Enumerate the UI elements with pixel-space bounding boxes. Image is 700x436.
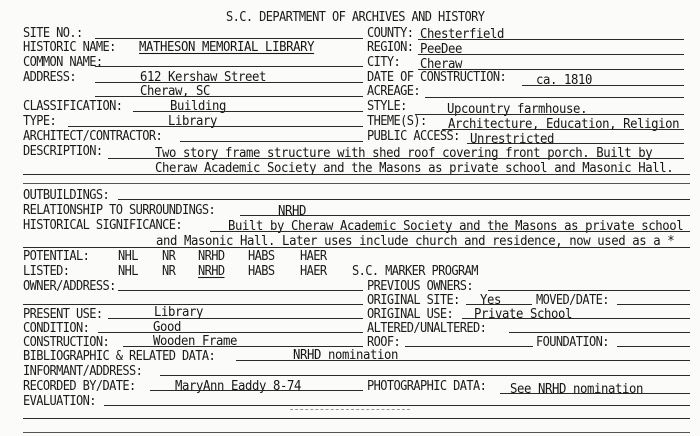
city-label: CITY: (367, 53, 401, 70)
construction-value: Wooden Frame (153, 332, 238, 349)
original-site-value: Yes (480, 291, 502, 308)
common-name-label: COMMON NAME: (23, 53, 103, 70)
style-value: Upcountry farmhouse. (447, 100, 588, 117)
description-line-1 (108, 158, 684, 159)
region-line (418, 54, 684, 55)
owner-address-label: OWNER/ADDRESS: (23, 277, 116, 294)
listed-habs: HABS (248, 262, 275, 279)
evaluation-line-1 (104, 405, 690, 406)
site-no-label: SITE NO.: (23, 24, 83, 41)
common-name-line (95, 66, 363, 67)
previous-owners-label: PREVIOUS OWNERS: (367, 277, 473, 294)
themes-line (442, 129, 684, 130)
present-use-line (108, 318, 363, 319)
foundation-label: FOUNDATION: (536, 333, 609, 350)
section-divider-1 (23, 183, 690, 184)
relationship-label: RELATIONSHIP TO SURROUNDINGS: (23, 201, 216, 218)
classification-line (133, 111, 363, 112)
description-line1-value: Two story frame structure with shed roof covering front porch. Built by (155, 144, 653, 161)
county-label: COUNTY: (367, 24, 414, 41)
foundation-line (617, 346, 690, 347)
bibliographic-value: NRHD nomination (293, 346, 399, 363)
potential-haer: HAER (300, 247, 327, 264)
listed-haer: HAER (300, 262, 327, 279)
outbuildings-label: OUTBUILDINGS: (23, 186, 110, 203)
type-value: Library (168, 112, 218, 129)
informant-line (160, 375, 690, 376)
acreage-line (425, 97, 684, 98)
listed-label: LISTED: (23, 262, 70, 279)
description-label: DESCRIPTION: (23, 142, 103, 159)
potential-nrhd: NRHD (198, 247, 225, 264)
listed-nr: NR (162, 262, 176, 279)
previous-owners-line (488, 290, 690, 291)
condition-value: Good (153, 318, 182, 335)
region-label: REGION: (367, 38, 414, 55)
moved-date-line (617, 304, 690, 305)
present-use-value: Library (154, 303, 204, 320)
address-line-1 (95, 82, 363, 83)
potential-nhl: NHL (118, 247, 138, 264)
recorded-by-value: MaryAnn Eaddy 8-74 (175, 377, 302, 394)
present-use-label: PRESENT USE: (23, 305, 103, 322)
site-no-line (95, 38, 363, 39)
significance-line-1 (210, 231, 690, 232)
bibliographic-line (236, 360, 690, 361)
public-access-line (467, 143, 684, 144)
condition-label: CONDITION: (23, 319, 90, 336)
form-header: S.C. DEPARTMENT OF ARCHIVES AND HISTORY (226, 8, 485, 25)
photographic-label: PHOTOGRAPHIC DATA: (367, 377, 487, 394)
classification-label: CLASSIFICATION: (23, 97, 123, 114)
public-access-value: Unrestricted (470, 130, 555, 147)
photographic-line (500, 393, 690, 394)
altered-line (509, 332, 690, 333)
original-site-label: ORIGINAL SITE: (367, 291, 460, 308)
evaluation-faint-mark (290, 409, 410, 410)
evaluation-line-3 (23, 432, 690, 433)
architect-line (180, 141, 363, 142)
informant-label: INFORMANT/ADDRESS: (23, 362, 143, 379)
construction-label: CONSTRUCTION: (23, 333, 110, 350)
original-use-label: ORIGINAL USE: (367, 305, 454, 322)
evaluation-line-2 (23, 418, 690, 419)
themes-label: THEME(S): (367, 112, 427, 129)
relationship-value: NRHD (278, 202, 307, 219)
address-label: ADDRESS: (23, 68, 76, 85)
outbuildings-line (118, 199, 690, 200)
acreage-label: ACREAGE: (367, 82, 420, 99)
potential-label: POTENTIAL: (23, 247, 90, 264)
address-line1-value: 612 Kershaw Street (140, 68, 267, 85)
public-access-label: PUBLIC ACCESS: (367, 127, 460, 144)
significance-line2-value: and Masonic Hall. Later uses include church and residence, now used as a * (156, 232, 675, 249)
listed-nhl: NHL (118, 262, 138, 279)
type-line (68, 126, 363, 127)
address-line2-value: Cheraw, SC (140, 82, 211, 99)
date-of-construction-value: ca. 1810 (536, 71, 593, 88)
county-line (418, 39, 684, 40)
classification-value: Building (170, 97, 227, 114)
type-label: TYPE: (23, 112, 57, 129)
original-site-line (466, 304, 532, 305)
significance-label: HISTORICAL SIGNIFICANCE: (23, 216, 182, 233)
date-of-construction-label: DATE OF CONSTRUCTION: (367, 68, 507, 85)
address-line-2 (95, 96, 363, 97)
owner-address-line (118, 290, 363, 291)
date-of-construction-line (522, 85, 684, 86)
style-line (415, 114, 684, 115)
roof-line (405, 346, 533, 347)
historic-name-label: HISTORIC NAME: (23, 38, 116, 55)
roof-label: ROOF: (367, 333, 401, 350)
recorded-by-label: RECORDED BY/DATE: (23, 377, 136, 394)
moved-date-label: MOVED/DATE: (536, 291, 609, 308)
county-value: Chesterfield (420, 25, 505, 42)
original-use-value: Private School (474, 305, 573, 322)
bibliographic-label: BIBLIOGRAPHIC & RELATED DATA: (23, 347, 216, 364)
altered-label: ALTERED/UNALTERED: (367, 319, 487, 336)
historic-name-value: MATHESON MEMORIAL LIBRARY (139, 38, 315, 55)
recorded-by-line (150, 390, 363, 391)
description-line-2 (23, 174, 690, 175)
evaluation-label: EVALUATION: (23, 392, 96, 409)
style-label: STYLE: (367, 97, 407, 114)
relationship-line (240, 215, 690, 216)
photographic-value: See NRHD nomination (510, 380, 644, 397)
themes-value: Architecture, Education, Religion (448, 115, 680, 132)
potential-nr: NR (162, 247, 176, 264)
region-value: PeeDee (420, 40, 463, 57)
description-line2-value: Cheraw Academic Society and the Masons as private school and Masonic Hall. (155, 159, 674, 176)
architect-label: ARCHITECT/CONTRACTOR: (23, 127, 163, 144)
listed-nrhd: NRHD (198, 262, 225, 279)
city-value: Cheraw (420, 55, 463, 72)
marker-program-label: S.C. MARKER PROGRAM (352, 262, 478, 279)
city-line (418, 69, 684, 70)
significance-line1-value: Built by Cheraw Academic Society and the Masons as private school (228, 217, 684, 234)
potential-habs: HABS (248, 247, 275, 264)
original-use-line (462, 318, 690, 319)
